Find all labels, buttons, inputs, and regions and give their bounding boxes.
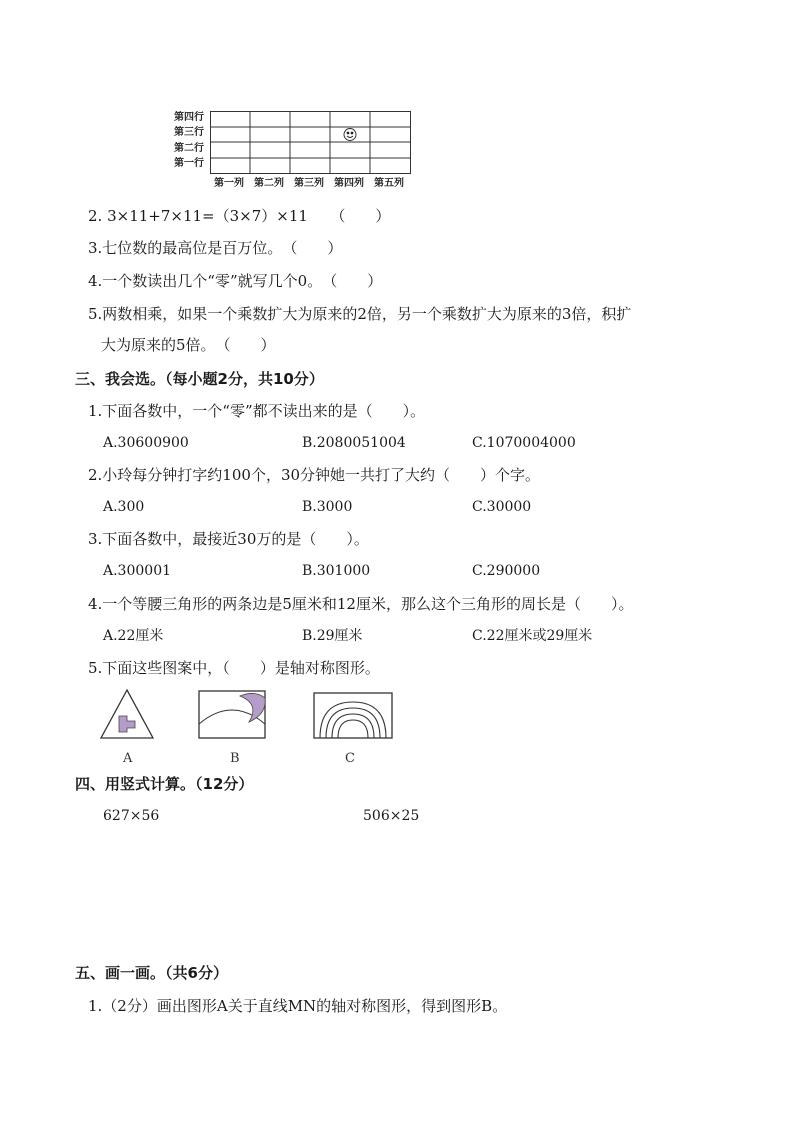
figure-a-triangle [101,690,153,738]
col-label: 第三列 [294,178,324,189]
option-b: B.2080051004 [302,435,406,451]
figure-label-a: A [123,751,133,766]
section-title: 四、用竖式计算。（12分） [75,775,254,793]
option-a: A.30600900 [103,435,189,451]
position-grid-figure [170,108,420,192]
drawing-question: 1.（2分）画出图形A关于直线MN的轴对称图形，得到图形B。 [88,997,508,1015]
option-c: C.290000 [472,563,541,579]
col-label: 第一列 [214,178,244,189]
option-a: A.300 [103,499,145,515]
option-a: A.22厘米 [103,628,164,644]
col-label: 第五列 [374,178,404,189]
judgement-question: 3.七位数的最高位是百万位。 （ ） [88,239,343,257]
section-title: 五、画一画。（共6分） [75,964,228,982]
choice-question: 2.小玲每分钟打字约100个，30分钟她一共打了大约（ ）个字。 [88,466,541,484]
judgement-question: 2. 3×11+7×11=（3×7）×11 （ ） [88,207,391,225]
section-title: 三、我会选。（每小题2分，共10分） [75,370,324,388]
option-c: C.22厘米或29厘米 [472,628,593,644]
figure-b-rectangle [199,691,265,738]
judgement-question-continued: 大为原来的5倍。 （ ） [101,336,276,354]
row-label: 第四行 [174,112,204,123]
choice-question: 1.下面各数中，一个“零”都不读出来的是（ ）。 [88,402,426,420]
judgement-question: 4.一个数读出几个“零”就写几个0。 （ ） [88,272,383,290]
smiley-icon [344,129,356,141]
row-label: 第二行 [174,143,204,154]
calc-problem: 627×56 [103,808,160,824]
choice-question: 4.一个等腰三角形的两条边是5厘米和12厘米，那么这个三角形的周长是（ ）。 [88,595,634,613]
figure-c-arches [314,693,392,738]
judgement-question: 5.两数相乘，如果一个乘数扩大为原来的2倍，另一个乘数扩大为原来的3倍，积扩 [88,305,632,323]
row-label: 第一行 [174,158,204,169]
grid-lines [210,111,412,175]
option-b: B.301000 [302,563,371,579]
choice-question: 5.下面这些图案中，（ ）是轴对称图形。 [88,659,380,677]
calc-problem: 506×25 [363,808,420,824]
figure-label-c: C [345,751,355,766]
option-b: B.29厘米 [302,628,363,644]
figure-label-b: B [230,751,240,766]
option-b: B.3000 [302,499,353,515]
symmetry-figures [95,688,405,770]
col-label: 第四列 [334,178,364,189]
option-a: A.300001 [103,563,172,579]
row-label: 第三行 [174,127,204,138]
option-c: C.1070004000 [472,435,576,451]
choice-question: 3.下面各数中，最接近30万的是（ ）。 [88,530,369,548]
col-label: 第二列 [254,178,284,189]
option-c: C.30000 [472,499,532,515]
